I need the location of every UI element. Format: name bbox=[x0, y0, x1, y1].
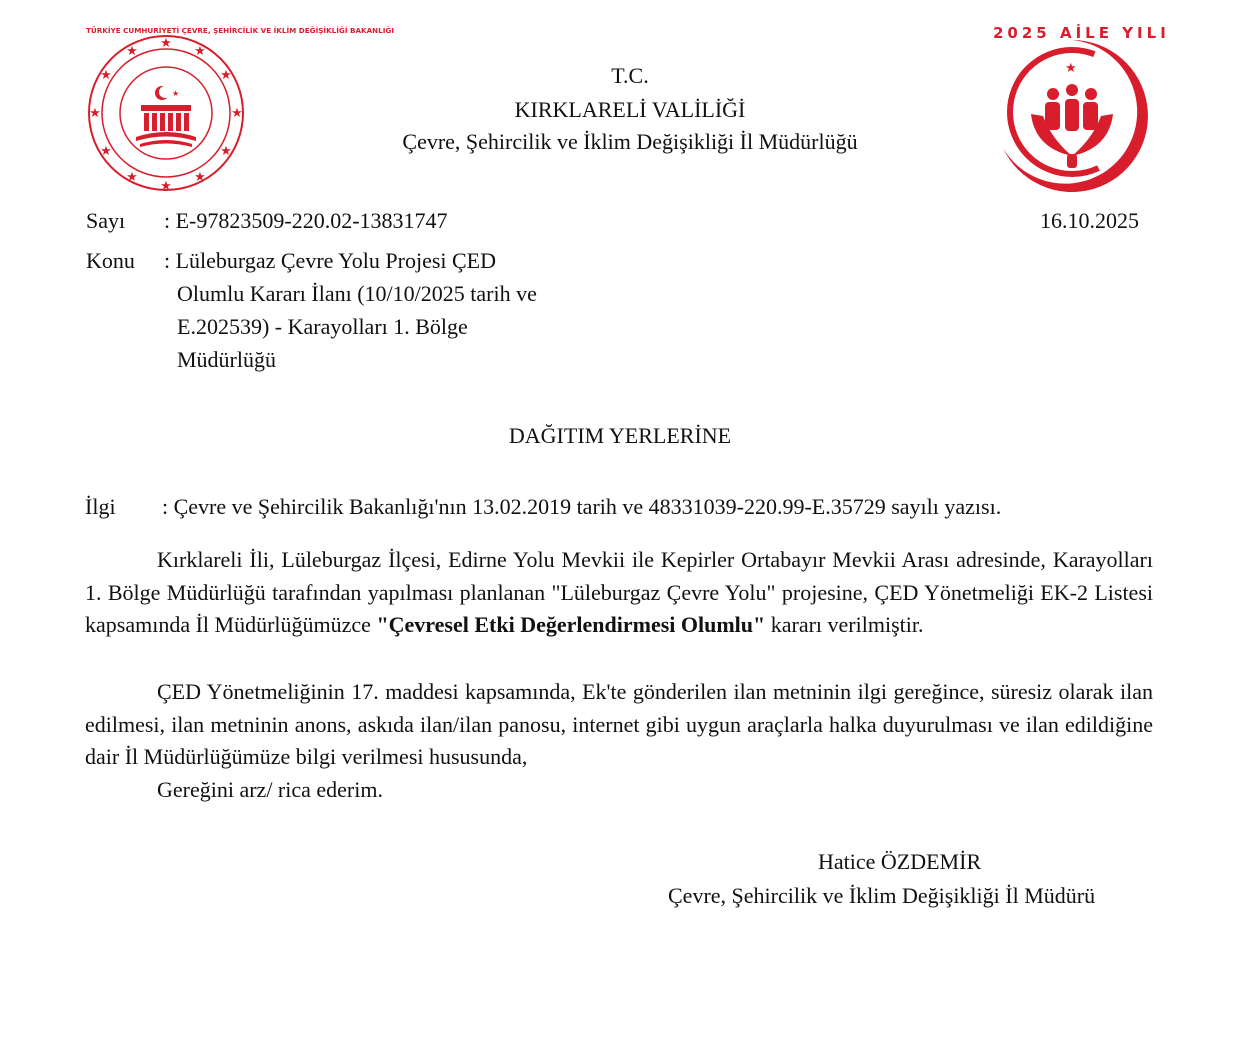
decision-bold-text: "Çevresel Etki Değerlendirmesi Olumlu" bbox=[376, 612, 766, 637]
family-year-text: 2025 AİLE YILI bbox=[993, 24, 1170, 42]
seal-ring-text: TÜRKİYE CUMHURİYETİ ÇEVRE, ŞEHİRCİLİK VE İKLİM DEĞİŞİKLİĞİ BAKANLIĞI bbox=[86, 26, 395, 35]
sayi-value: : E-97823509-220.02-13831747 bbox=[164, 208, 448, 233]
svg-text:★: ★ bbox=[100, 68, 112, 83]
paragraph-text: Kırklareli İli, Lüleburgaz İlçesi, Edirne Yolu Mevkii ile Kepirler Ortabayır Mevkii Arası adresinde, Karayolları 1. Bölge Müdürlüğü tarafından yapılması planlanan "Lüleburgaz Çevre Yolu" projesine, ÇED Yönetmeliği EK-2 Listesi kapsamında İl Müdürlüğümüzce bbox=[85, 547, 1153, 637]
svg-text:★: ★ bbox=[160, 179, 172, 194]
document-date: 16.10.2025 bbox=[1040, 208, 1139, 233]
svg-text:★: ★ bbox=[194, 44, 206, 59]
svg-text:★: ★ bbox=[220, 144, 232, 159]
svg-text:★: ★ bbox=[194, 170, 206, 185]
svg-text:★: ★ bbox=[231, 106, 243, 121]
ilgi-label: İlgi bbox=[85, 494, 116, 519]
recipient-heading: DAĞITIM YERLERİNE bbox=[508, 423, 732, 448]
svg-text:★: ★ bbox=[160, 36, 172, 51]
body-paragraph-2: ÇED Yönetmeliğinin 17. maddesi kapsamında, Ek'te gönderilen ilan metninin ilgi gereğince, süresiz olarak ilan edilmesi, ilan metninin anons, askıda ilan/ilan panosu, internet gibi uygun araçlarla halka duyurulması ve ilan edildiğine dair İl Müdürlüğümüze bilgi verilmesi hususunda, bbox=[85, 679, 1153, 769]
header-directorate: Çevre, Şehircilik ve İklim Değişikliği İl Müdürlüğü bbox=[402, 129, 858, 154]
konu-line: E.202539) - Karayolları 1. Bölge bbox=[177, 314, 468, 339]
konu-line: Müdürlüğü bbox=[177, 347, 276, 372]
body-paragraph-1 bbox=[85, 544, 1153, 642]
header-governorship: KIRKLARELİ VALİLİĞİ bbox=[514, 97, 746, 122]
ilgi-text: : Çevre ve Şehircilik Bakanlığı'nın 13.02.2019 tarih ve 48331039-220.99-E.35729 sayılı yazısı. bbox=[162, 494, 1002, 519]
body-closing: Gereğini arz/ rica ederim. bbox=[157, 777, 383, 802]
svg-text:★: ★ bbox=[126, 44, 138, 59]
paragraph-text: kararı verilmiştir. bbox=[765, 612, 924, 637]
sayi-label: Sayı bbox=[86, 208, 126, 233]
konu-label: Konu bbox=[86, 248, 135, 273]
header-tc: T.C. bbox=[611, 63, 649, 88]
svg-text:★: ★ bbox=[100, 144, 112, 159]
konu-line: : Lüleburgaz Çevre Yolu Projesi ÇED bbox=[164, 248, 497, 273]
signatory-name: Hatice ÖZDEMİR bbox=[818, 849, 982, 874]
svg-text:★: ★ bbox=[126, 170, 138, 185]
svg-text:★: ★ bbox=[220, 68, 232, 83]
svg-text:★: ★ bbox=[89, 106, 101, 121]
konu-line: Olumlu Kararı İlanı (10/10/2025 tarih ve bbox=[177, 281, 537, 306]
signatory-title: Çevre, Şehircilik ve İklim Değişikliği İl Müdürü bbox=[668, 883, 1096, 908]
svg-text:★: ★ bbox=[1065, 61, 1077, 76]
svg-text:★: ★ bbox=[172, 89, 180, 98]
